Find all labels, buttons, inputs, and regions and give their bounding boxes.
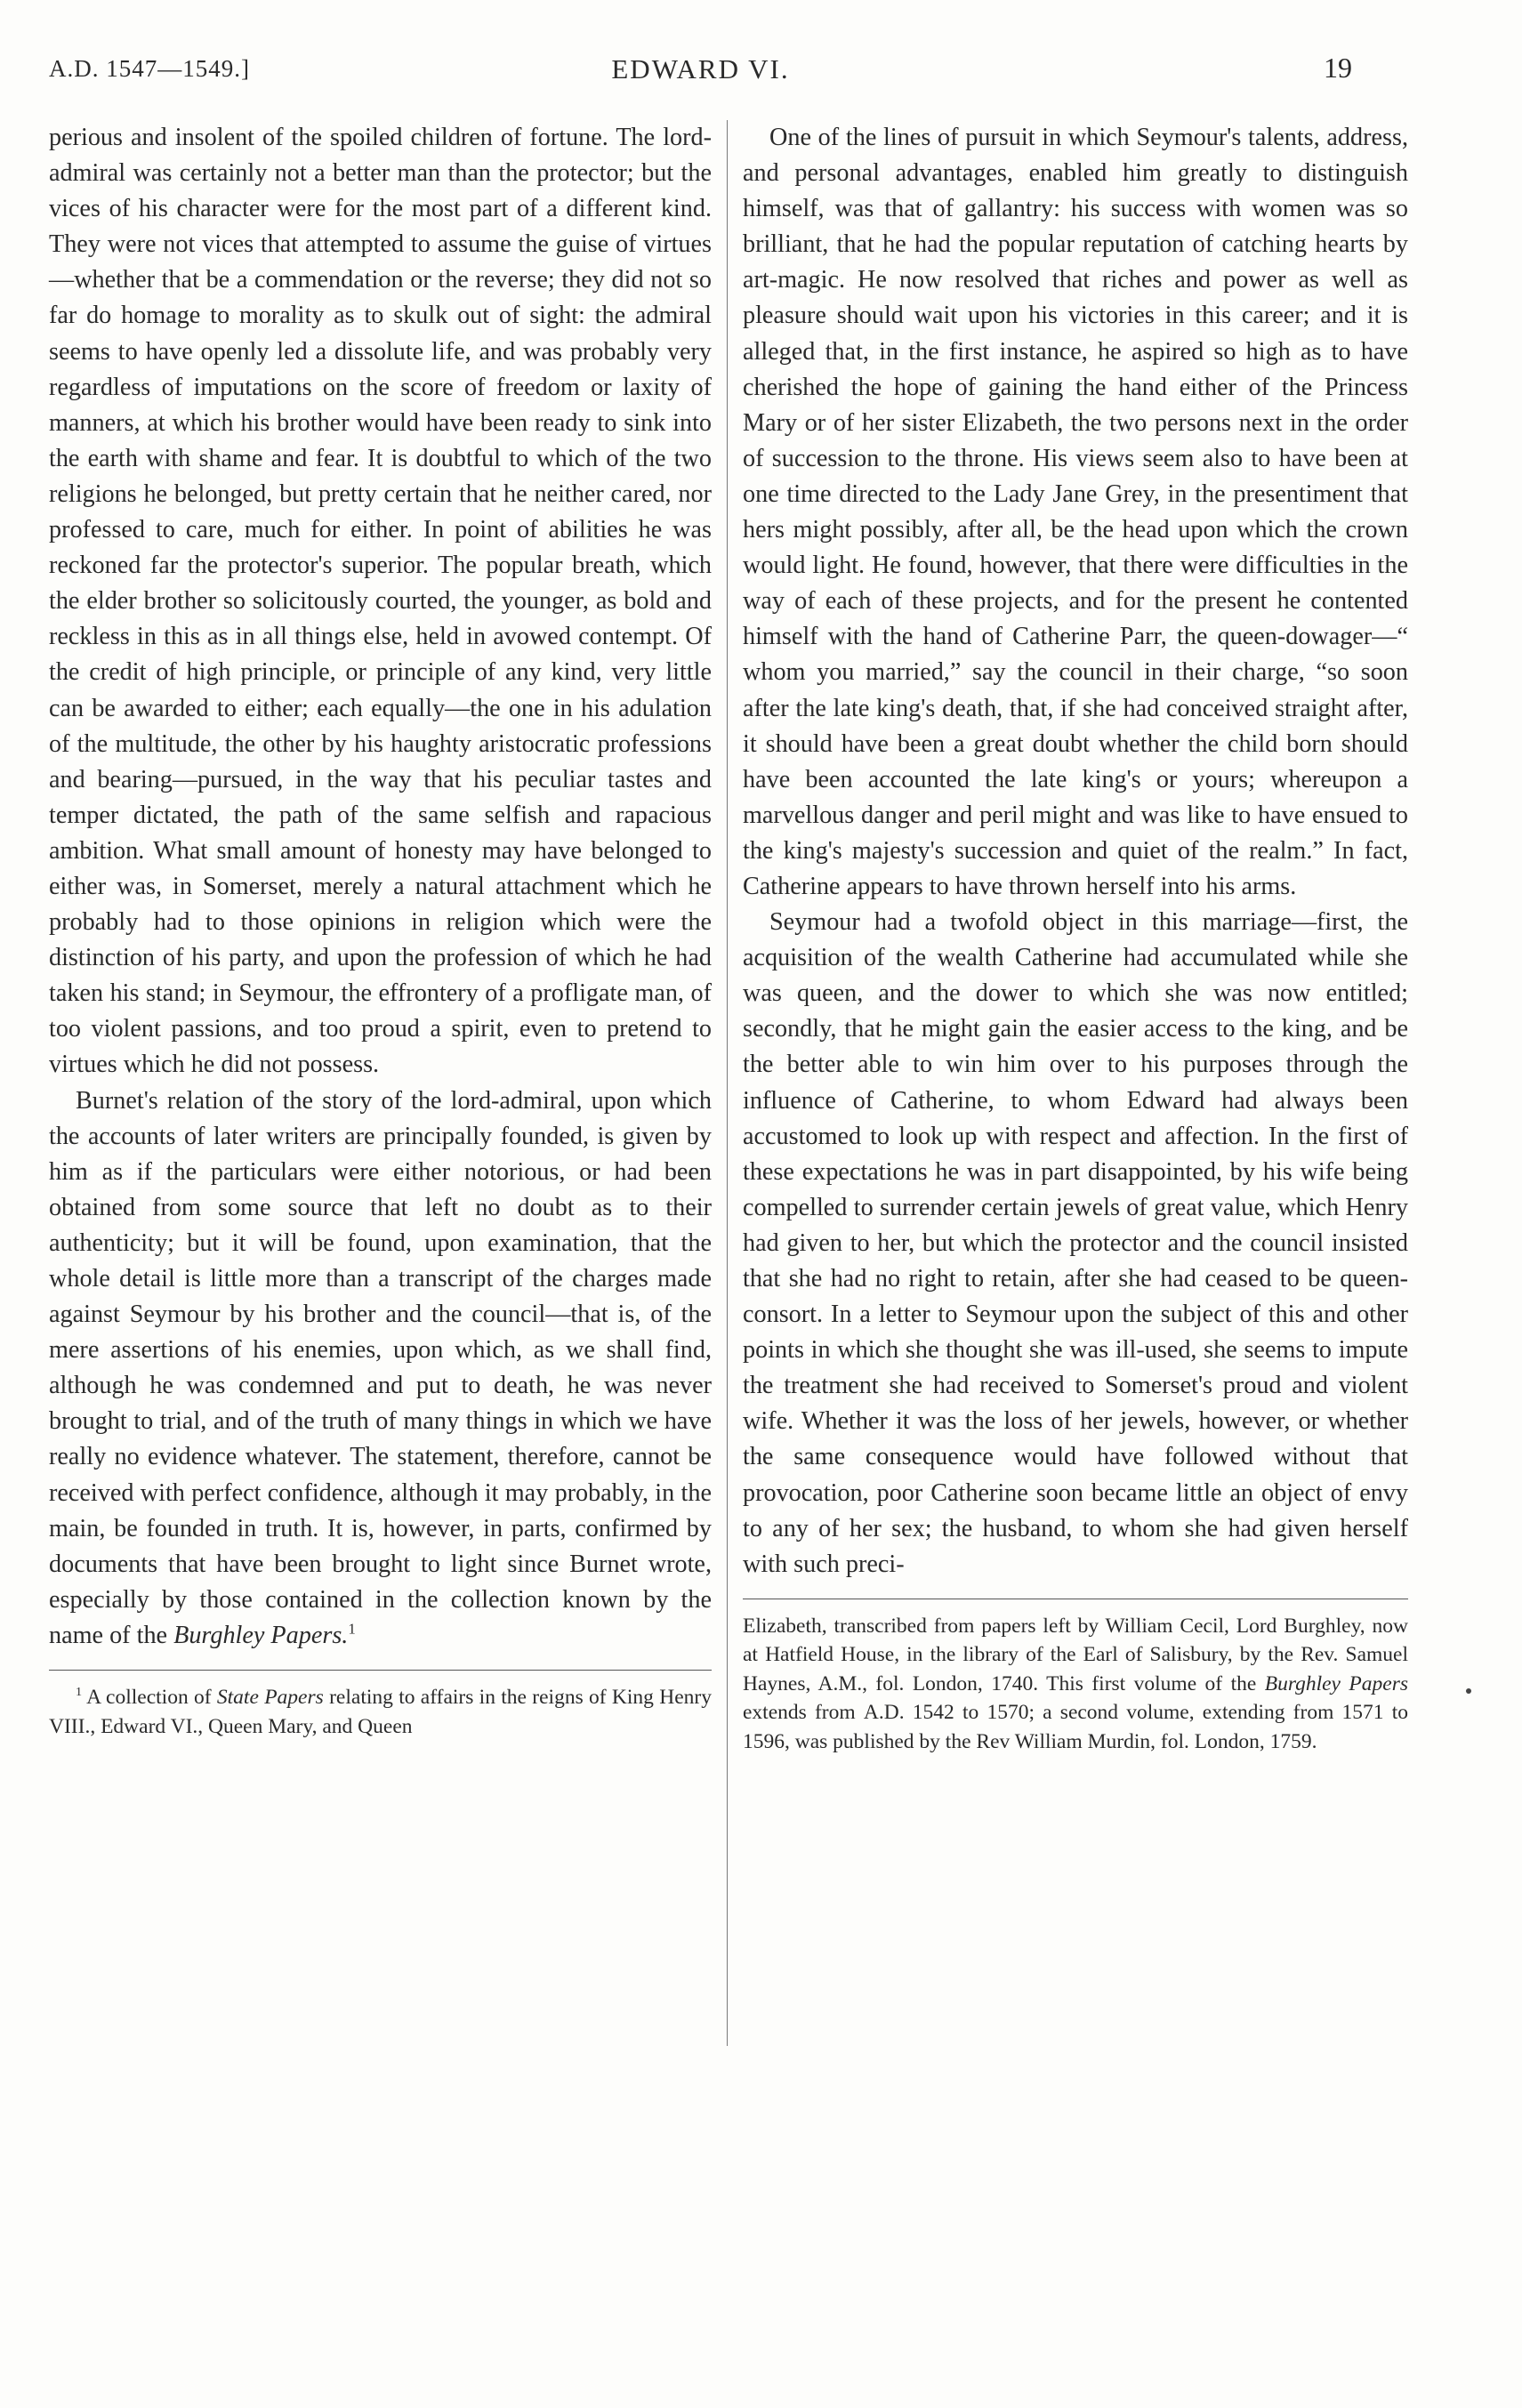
burghley-papers-title: Burghley Papers. (173, 1621, 349, 1649)
footnote-right-part2: extends from (743, 1701, 856, 1725)
left-column (49, 120, 712, 1741)
page-number: 19 (1324, 52, 1352, 84)
footnote-left-pre: A collection of (86, 1686, 212, 1710)
footnote-right (743, 1612, 1408, 1757)
footnote-marker: 1 (348, 1620, 356, 1638)
footnote-right-part1: Elizabeth, transcribed from papers left by William Cecil, Lord Burghley, now at Hatfield House, in the library of the Earl of Salisbury, by the Rev. Samuel Haynes, A.M., fol. London, 1740. This first volume of the (743, 1614, 1408, 1695)
left-paragraph-1: perious and insolent of the spoiled children of fortune. The lord-admiral was certainly not a better man than the protector; but the vices of his character were for the most part of a different kind. They were not vices that attempted to assume the guise of virtues—whether that be a commendation or the reverse; they did not so far do homage to morality as to skulk out of sight: the admiral seems to have openly led a dissolute life, and was probably very regardless of imputations on the score of freedom or laxity of manners, at which his brother would have been ready to sink into the earth with shame and fear. It is doubtful to which of the two religions he belonged, but pretty certain that he neither cared, nor professed to care, much for either. In point of abilities he was reckoned far the protector's superior. The popular breath, which the elder brother so solicitously courted, the younger, as bold and reckless in this as in all things else, held in avowed contempt. Of the credit of high principle, or principle of any kind, very little can be awarded to either; each equally—the one in his adulation of the multitude, the other by his haughty aristocratic professions and bearing—pursued, in the way that his peculiar tastes and temper dictated, the path of the same selfish and rapacious ambition. What small amount of honesty may have belonged to either was, in Somerset, merely a natural attachment which he probably had to those opinions in religion which were the distinction of his party, and upon the profession of which he had taken his stand; in Seymour, the effrontery of a profligate man, of too violent passions, and too proud a spirit, even to pretend to virtues which he did not possess. (49, 124, 712, 1079)
right-paragraph-2: Seymour had a twofold object in this marriage—first, the acquisition of the wealth Catherine had accumulated while she was queen, and the dower to which she was now entitled; secondly, that he might gain the easier access to the king, and be the better able to win him over to his purposes through the influence of Catherine, to whom Edward had always been accustomed to look up with respect and affection. In the first of these expectations he was in part disappointed, by his wife being compelled to surrender certain jewels of great value, which Henry had given to her, but which the protector and the council insisted that she had no right to retain, after she had ceased to be queen-consort. In a letter to Seymour upon the subject of this and other points in which she thought she was ill-used, she seems to impute the treatment she had received to Somerset's proud and violent wife. Whether it was the loss of her jewels, however, or whether the same consequence would have followed without that provocation, poor Catherine soon became little an object of envy to any of her sex; the husband, to whom she had given herself with such preci- (743, 908, 1408, 1578)
footnote-left-post: relating to affairs in the reigns of King Henry VIII., Edward VI., Queen Mary, and Queen (49, 1686, 712, 1738)
left-paragraph-2-text: Burnet's relation of the story of the lord-admiral, upon which the accounts of later writers are principally founded, is given by him as if the particulars were either notorious, or had been obtained from some source that left no doubt as to their authenticity; but it will be found, upon examination, that the whole detail is little more than a transcript of the charges made against Seymour by his brother and the council—that is, of the mere assertions of his enemies, upon which, as we shall find, although he was condemned and put to death, he was never brought to trial, and of the truth of many things in which we have really no evidence whatever. The statement, therefore, cannot be received with perfect confidence, although it may probably, in the main, be founded in truth. It is, however, in parts, confirmed by documents that have been brought to light since Burnet wrote, especially by those contained in the collection known by the name of the (49, 1086, 712, 1649)
print-speck (1466, 1688, 1471, 1694)
running-header (49, 50, 1352, 94)
right-column (743, 120, 1408, 1756)
footnote-rule-left (49, 1670, 712, 1671)
footnote-right-ad: A.D. (863, 1701, 905, 1725)
footnote-right-italic: Burghley Papers (1264, 1671, 1408, 1695)
footnote-left-marker: 1 (76, 1685, 83, 1700)
footnote-left (49, 1683, 712, 1741)
column-divider (727, 120, 728, 2046)
footnote-left-italic: State Papers (216, 1686, 324, 1710)
header-title: EDWARD VI. (611, 53, 790, 85)
left-paragraph-2 (49, 1083, 712, 1655)
header-date-range: A.D. 1547—1549.] (49, 55, 250, 82)
footnote-right-part3: 1542 to 1570; a second volume, extending from 1571 to 1596, was published by the Rev William Murdin, fol. London, 1759. (743, 1701, 1409, 1753)
right-paragraph-1: One of the lines of pursuit in which Seymour's talents, address, and personal advantages, enabled him greatly to distinguish himself, was that of gallantry: his success with women was so brilliant, that he had the popular reputation of catching hearts by art-magic. He now resolved that riches and power as well as pleasure should wait upon his victories in this career; and it is alleged that, in the first instance, he aspired so high as to have cherished the hope of gaining the hand either of the Princess Mary or of her sister Elizabeth, the two persons next in the order of succession to the throne. His views seem also to have been at one time directed to the Lady Jane Grey, in the presentiment that hers might possibly, after all, be the head upon which the crown would light. He found, however, that there were difficulties in the way of each of these projects, and for the present he contented himself with the hand of Catherine Parr, the queen-dowager—“ whom you married,” say the council in their charge, “so soon after the late king's death, that, if she had conceived straight after, it should have been a great doubt whether the child born should have been accounted the late king's or yours; whereupon a marvellous danger and peril might and was like to have ensued to the king's majesty's succession and quiet of the realm.” In fact, Catherine appears to have thrown herself into his arms. (743, 124, 1408, 900)
